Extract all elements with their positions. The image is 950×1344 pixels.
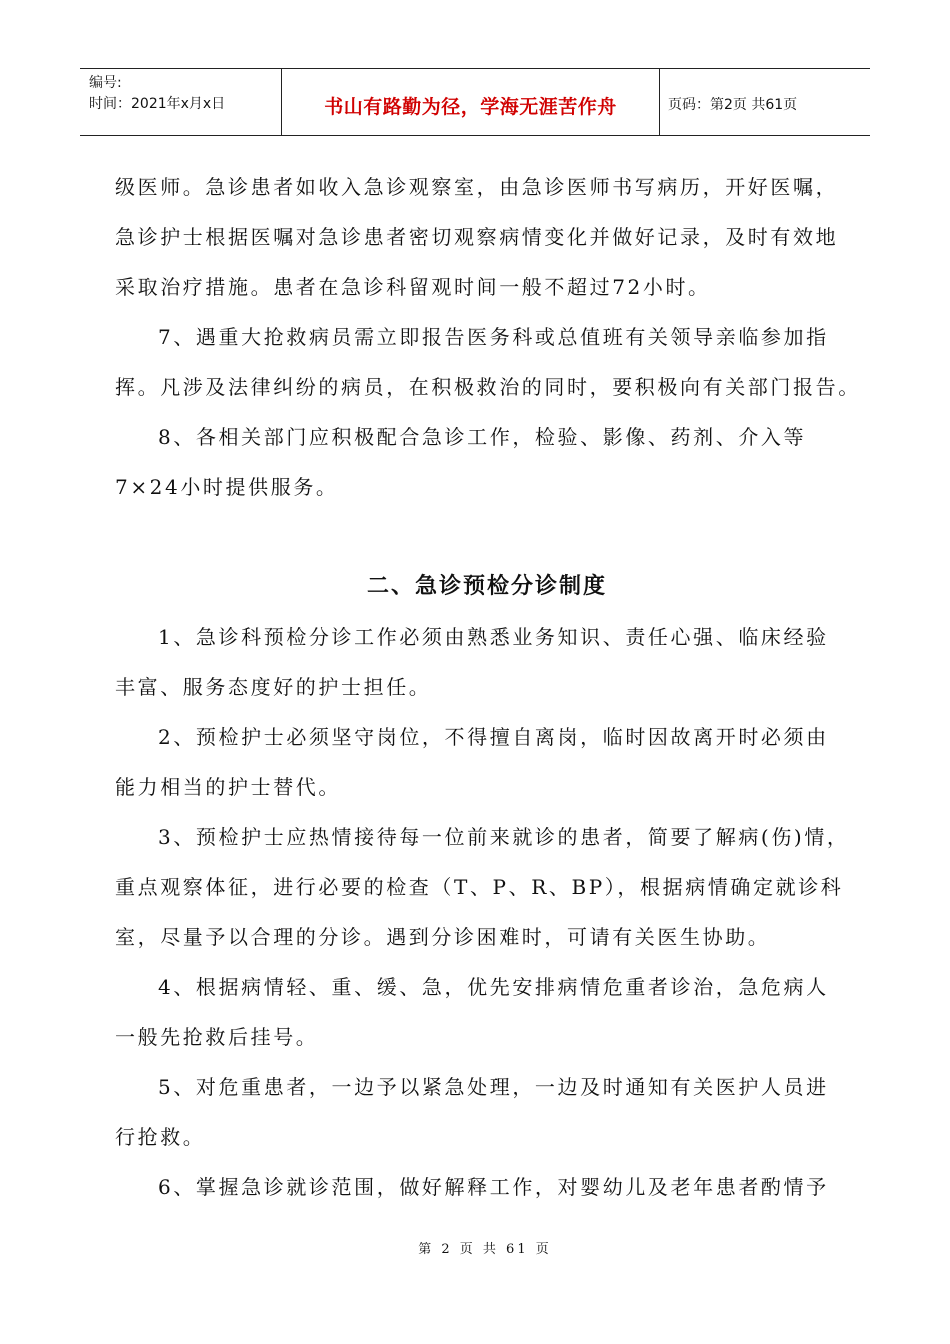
body-line: 2、预检护士必须坚守岗位，不得擅自离岗，临时因故离开时必须由 — [158, 725, 829, 749]
section-heading: 二、急诊预检分诊制度 — [366, 574, 607, 599]
body-line: 能力相当的护士替代。 — [115, 775, 341, 799]
page-footer: 第 2 页 共 61 页 — [418, 1242, 552, 1257]
body-line: 一般先抢救后挂号。 — [115, 1025, 319, 1049]
body-line: 8、各相关部门应积极配合急诊工作，检验、影像、药剂、介入等 — [158, 425, 807, 449]
body-line: 6、掌握急诊就诊范围，做好解释工作，对婴幼儿及老年患者酌情予 — [158, 1175, 829, 1199]
body-line: 7、遇重大抢救病员需立即报告医务科或总值班有关领导亲临参加指 — [158, 325, 829, 349]
body-line: 室，尽量予以合理的分诊。遇到分诊困难时，可请有关医生协助。 — [115, 925, 771, 949]
body-line: 行抢救。 — [115, 1125, 206, 1149]
body-line: 4、根据病情轻、重、缓、急，优先安排病情危重者诊治，急危病人 — [158, 975, 829, 999]
body-line: 丰富、服务态度好的护士担任。 — [115, 675, 432, 699]
section-spacer — [115, 512, 845, 562]
body-line: 级医师。急诊患者如收入急诊观察室，由急诊医师书写病历，开好医嘱， — [115, 175, 839, 199]
body-line: 5、对危重患者，一边予以紧急处理，一边及时通知有关医护人员进 — [158, 1075, 829, 1099]
body-line: 1、急诊科预检分诊工作必须由熟悉业务知识、责任心强、临床经验 — [158, 625, 829, 649]
body-line: 急诊护士根据医嘱对急诊患者密切观察病情变化并做好记录，及时有效地 — [115, 225, 839, 249]
header-meta — [80, 69, 282, 135]
document-time-label: 时间：2021年x月x日 — [89, 96, 226, 112]
document-body — [115, 162, 861, 1212]
body-line: 挥。凡涉及法律纠纷的病员，在积极救治的同时，要积极向有关部门报告。 — [115, 375, 861, 399]
header-page-info: 页码：第2页 共61页 — [668, 97, 798, 113]
body-line: 3、预检护士应热情接待每一位前来就诊的患者，简要了解病(伤)情， — [158, 825, 850, 849]
body-line: 采取治疗措施。患者在急诊科留观时间一般不超过72小时。 — [115, 275, 711, 299]
document-number-label: 编号: — [89, 75, 122, 91]
document-header — [80, 68, 870, 136]
body-line: 重点观察体征，进行必要的检查（T、P、R、BP），根据病情确定就诊科 — [115, 875, 844, 899]
body-line: 7×24小时提供服务。 — [115, 475, 339, 499]
header-motto: 书山有路勤为径，学海无涯苦作舟 — [282, 69, 660, 135]
